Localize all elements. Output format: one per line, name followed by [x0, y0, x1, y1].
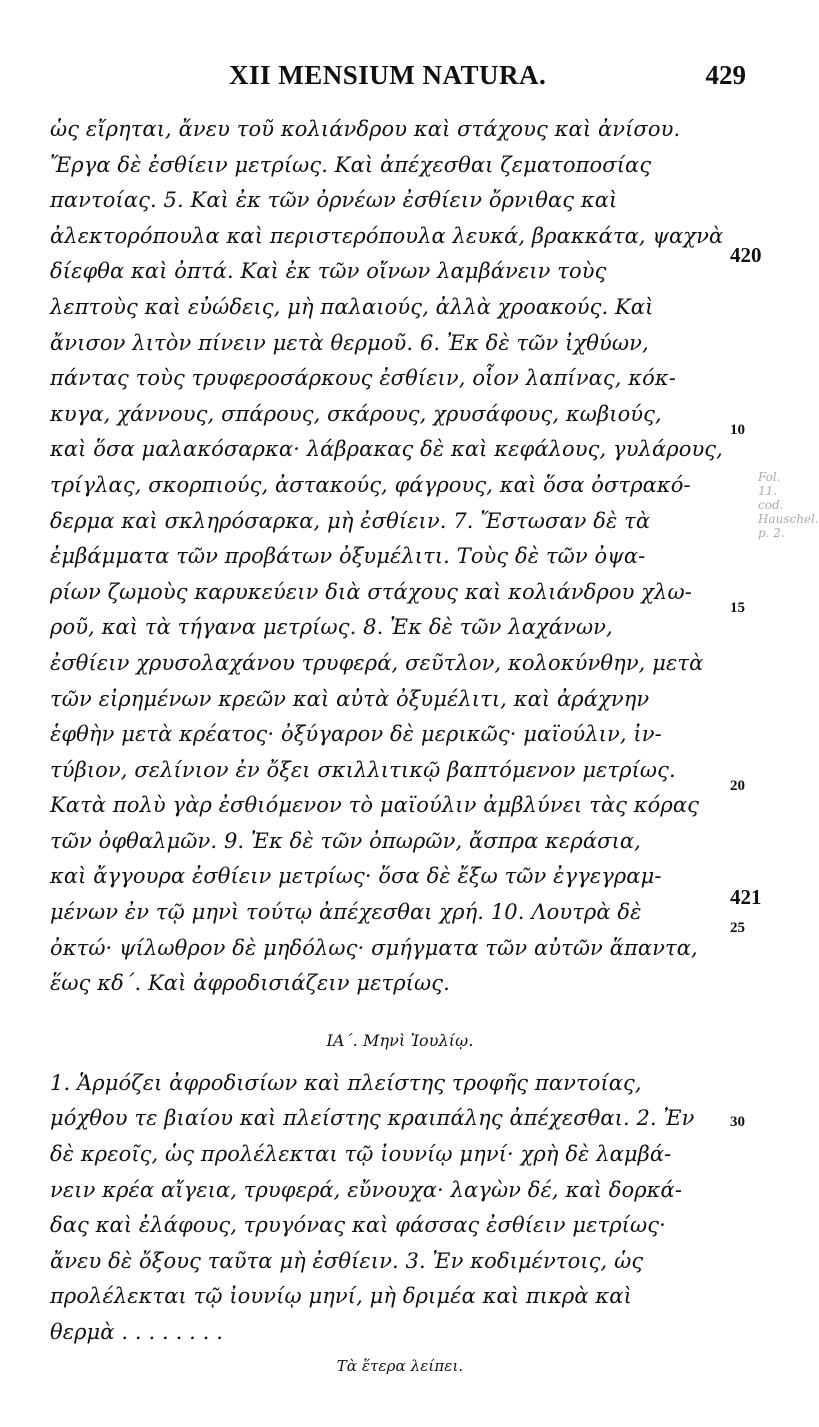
text-line: τῶν ὀφθαλμῶν. 9. Ἐκ δὲ τῶν ὀπωρῶν, ἄσπρα κεράσια, [50, 828, 641, 853]
text-line: πάντας τοὺς τρυφεροσάρκους ἐσθίειν, οἷον λαπίνας, κόκ- [50, 366, 676, 391]
text-line: δίεφθα καὶ ὀπτά. Καὶ ἐκ τῶν οἴνων λαμβάνειν τοὺς [50, 259, 607, 284]
text-line: μόχθου τε βιαίου καὶ πλείστης κραιπάλης ἀπέχεσθαι. 2. Ἐν [50, 1106, 695, 1131]
text-line: δας καὶ ἐλάφους, τρυγόνας καὶ φάσσας ἐσθίειν μετρίως· [50, 1213, 666, 1238]
page-number: 429 [705, 60, 746, 90]
text-line: δερμα καὶ σκληρόσαρκα, μὴ ἐσθίειν. 7. Ἔστωσαν δὲ τὰ [50, 508, 651, 533]
main-text [50, 112, 750, 1381]
margin-line-number: 25 [730, 920, 745, 936]
text-line: δὲ κρεοῖς, ὡς προλέλεκται τῷ ἰουνίῳ μηνί· χρὴ δὲ λαμβά- [50, 1142, 672, 1167]
margin-line-number: 20 [730, 778, 745, 794]
text-line: ἑφθὴν μετὰ κρέατος· ὀξύγαρον δὲ μερικῶς· μαϊούλιν, ἰν- [50, 722, 662, 747]
spacer [50, 1058, 750, 1066]
text-line: ἐμβάμματα τῶν προβάτων ὀξυμέλιτι. Τοὺς δὲ τῶν ὀψα- [50, 544, 646, 569]
section-heading: ΙΑ΄. Μηνὶ Ἰουλίῳ. [326, 1030, 474, 1050]
text-line: ἄνευ δὲ ὄξους ταῦτα μὴ ἐσθίειν. 3. Ἐν κοδιμέντοις, ὡς [50, 1248, 644, 1273]
text-line: παντοίας. 5. Καὶ ἐκ τῶν ὀρνέων ἐσθίειν ὄρνιθας καὶ [50, 188, 618, 213]
text-line: ὡς εἴρηται, ἄνευ τοῦ κολιάνδρου καὶ στάχους καὶ ἀνίσου. [50, 117, 681, 141]
closing-note: Τὰ ἕτερα λείπει. [336, 1356, 464, 1375]
text-line: λεπτοὺς καὶ εὐώδεις, μὴ παλαιούς, ἀλλὰ χροακούς. Καὶ [50, 294, 654, 319]
margin-line-number: 15 [730, 600, 745, 616]
spacer [50, 1002, 750, 1024]
text-line: ἀλεκτορόπουλα καὶ περιστερόπουλα λευκά, βρακκάτα, ψαχνὰ [50, 223, 724, 248]
margin-line-number: 10 [730, 422, 745, 438]
text-line: 1. Ἁρμόζει ἀφροδισίων καὶ πλείστης τροφῆς παντοίας, [50, 1070, 642, 1095]
margin-line-number: 421 [730, 885, 762, 909]
bleed-through-text: Fol. 11. cod. Hauschel. p. 2. [758, 470, 819, 540]
text-line: ἐσθίειν χρυσολαχάνου τρυφερά, σεῦτλον, κολοκύνθην, μετὰ [50, 650, 704, 675]
text-line: κυγα, χάννους, σπάρους, σκάρους, χρυσάφους, κωβιούς, [50, 401, 662, 426]
text-line: νειν κρέα αἴγεια, τρυφερά, εὔνουχα· λαγὼν δέ, καὶ δορκά- [50, 1177, 683, 1202]
text-line: τῶν εἰρημένων κρεῶν καὶ αὐτὰ ὀξυμέλιτι, καὶ ἀράχνην [50, 686, 650, 711]
text-line: ὀκτώ· ψίλωθρον δὲ μηδόλως· σμήγματα τῶν αὐτῶν ἅπαντα, [50, 935, 698, 960]
margin-line-number: 30 [730, 1114, 745, 1130]
text-line: τύβιον, σελίνιον ἐν ὄξει σκιλλιτικῷ βαπτόμενον μετρίως. [50, 757, 676, 782]
text-line: θερμὰ . . . . . . . . [50, 1320, 223, 1344]
running-head [56, 60, 746, 104]
margin-line-number: 420 [730, 243, 762, 267]
text-line: καὶ ὅσα μαλακόσαρκα· λάβρακας δὲ καὶ κεφάλους, γυλάρους, [50, 437, 723, 462]
text-line: ρίων ζωμοὺς καρυκεύειν διὰ στάχους καὶ κολιάνδρου χλω- [50, 579, 692, 604]
text-line: τρίγλας, σκορπιούς, ἀστακούς, φάγρους, καὶ ὅσα ὀστρακό- [50, 472, 691, 497]
text-line: Κατὰ πολὺ γὰρ ἐσθιόμενον τὸ μαϊούλιν ἀμβλύνει τὰς κόρας [50, 793, 700, 818]
running-title: XII MENSIUM NATURA. [229, 60, 547, 90]
text-line: μένων ἐν τῷ μηνὶ τούτῳ ἀπέχεσθαι χρή. 10. Λουτρὰ δὲ [50, 900, 642, 925]
text-line: ροῦ, καὶ τὰ τήγανα μετρίως. 8. Ἐκ δὲ τῶν λαχάνων, [50, 615, 613, 640]
text-line: ἕως κδ΄. Καὶ ἀφροδισιάζειν μετρίως. [50, 971, 450, 996]
text-line: ἄνισον λιτὸν πίνειν μετὰ θερμοῦ. 6. Ἐκ δὲ τῶν ἰχθύων, [50, 330, 649, 355]
text-line: καὶ ἄγγουρα ἐσθίειν μετρίως· ὅσα δὲ ἔξω τῶν ἐγγεγραμ- [50, 864, 662, 889]
text-line: προλέλεκται τῷ ἰουνίῳ μηνί, μὴ δριμέα καὶ πικρὰ καὶ [50, 1284, 632, 1309]
text-line: Ἔργα δὲ ἐσθίειν μετρίως. Καὶ ἀπέχεσθαι ζεματοποσίας [50, 152, 652, 177]
